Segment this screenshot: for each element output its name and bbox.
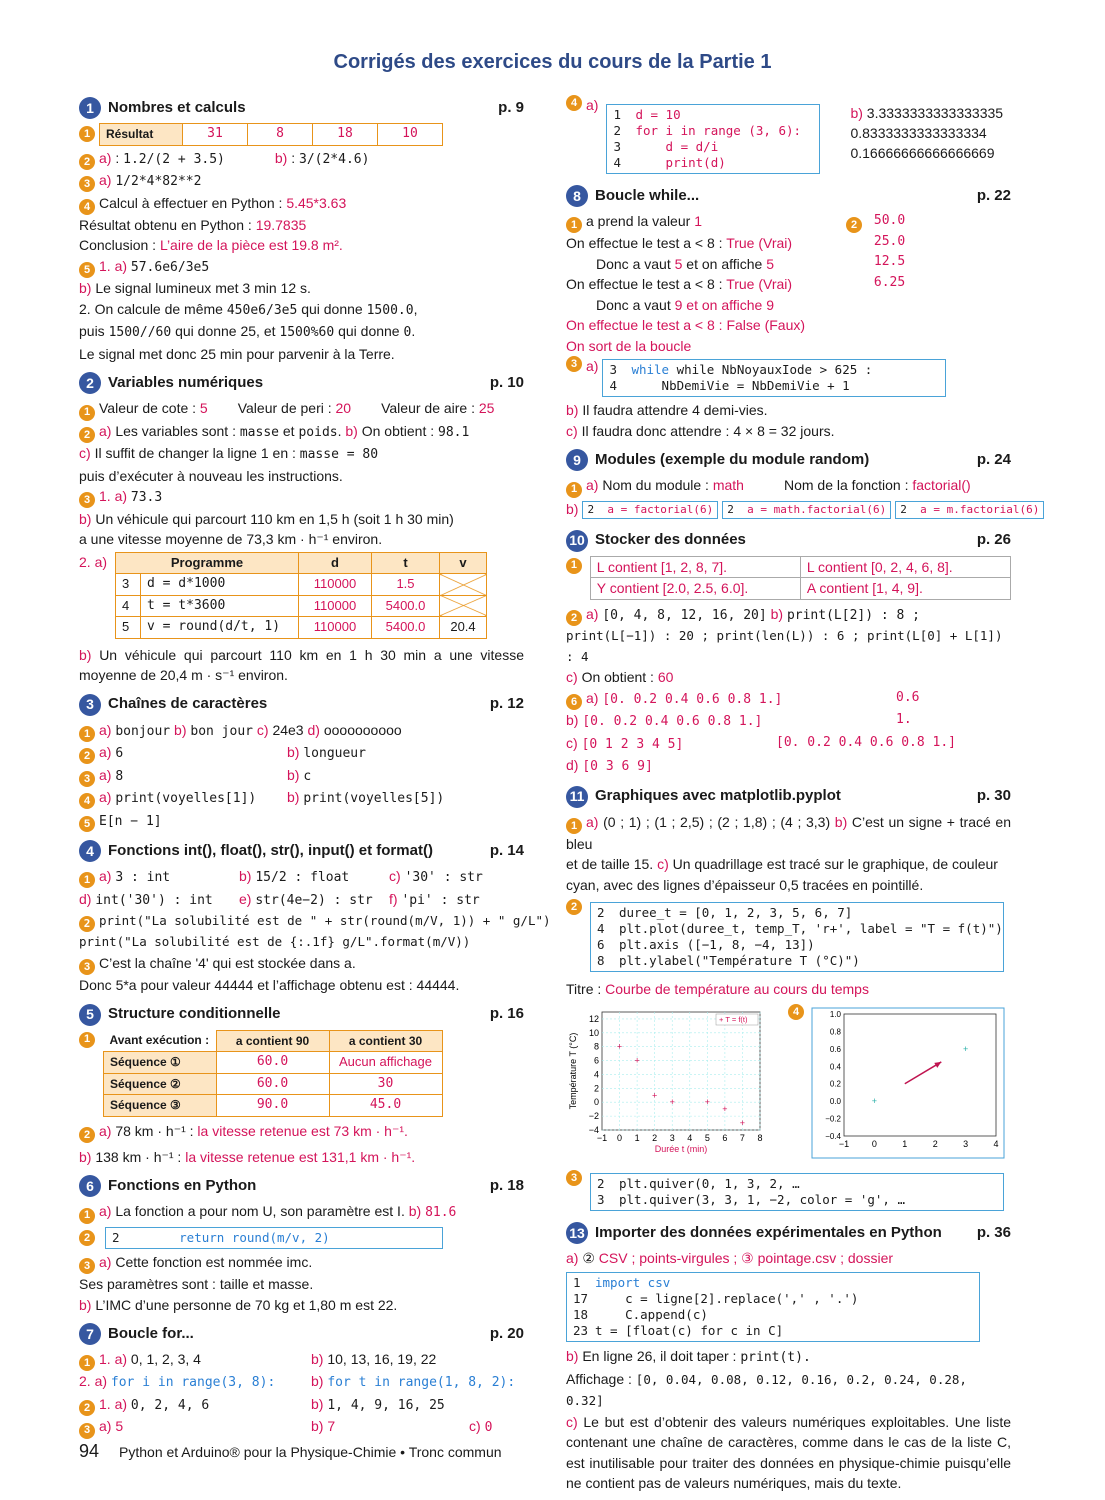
section-title: Structure conditionnelle xyxy=(108,1005,281,1023)
x-tick-label: 0 xyxy=(617,1132,623,1143)
s7-q4: 4 a) 1 d = 10 2 for i in range (3, 6): 3 d = d/i 4 print(d) b) 3.3333333333333335 0.8333333333333334 0.16666666666666669 xyxy=(566,95,1011,177)
section-title: Boucle while... xyxy=(595,186,700,204)
text-line: Donc 5*a pour valeur 44444 et l’affichage obtenu est : 44444. xyxy=(79,977,460,993)
section-badge: 9 xyxy=(566,449,588,471)
y-tick-label: 0.8 xyxy=(829,1027,841,1037)
plot-frame xyxy=(602,1012,760,1130)
code-block: 1 import csv 17 c = ligne[2].replace(',' , '.') 18 C.append(c) 23 t = [float(c) for c in C] xyxy=(566,1272,980,1342)
s1-q3: 3 a) 1/2*4*82**2 xyxy=(79,170,524,193)
text-line: c) Le but est d’obtenir des valeurs numériques exploitables. Une liste contenant une chaîne de caractères, comme dans le cas de la liste C, est inutilisable pour traiter des données en physique-chimie puisqu’elle ne contient pas de valeurs numériques, mais du texte. xyxy=(566,1413,1011,1492)
section-9-header xyxy=(566,447,1011,473)
section-badge: 5 xyxy=(79,1004,101,1026)
text-line: 3 a) 5 b) 7 c) 0 xyxy=(79,1416,524,1439)
x-tick-label: 4 xyxy=(687,1132,693,1143)
table-header: Programme xyxy=(116,552,299,574)
text-line: 1 a) Nom du module : math Nom de la fonction : factorial() xyxy=(566,475,1011,497)
y-tick-label: 2 xyxy=(593,1083,599,1094)
section-page-ref: p. 14 xyxy=(489,841,524,859)
section-1-header xyxy=(79,95,524,121)
section-badge: 8 xyxy=(566,185,588,207)
section-badge: 2 xyxy=(79,372,101,394)
text-line: Titre : Courbe de température au cours du temps xyxy=(566,981,869,998)
section-page-ref: p. 20 xyxy=(489,1324,524,1342)
text-line: Affichage : [0, 0.04, 0.08, 0.12, 0.16, 0.2, 0.24, 0.28, 0.32] xyxy=(566,1370,967,1409)
result-row: 1 Résultat 31 8 18 10 xyxy=(79,123,524,146)
section-11-header xyxy=(566,784,1011,810)
table-row: Séquence ② 60.0 30 xyxy=(104,1073,443,1095)
data-point: + xyxy=(669,1096,675,1107)
section-page-ref: p. 12 xyxy=(489,695,524,713)
quiver-chart xyxy=(808,1004,1008,1166)
section-title: Nombres et calculs xyxy=(108,98,246,116)
section-badge: 13 xyxy=(566,1222,588,1244)
table-cell: 10 xyxy=(378,124,443,146)
text-line: b) 2 a = factorial(6) 2 a = math.factorial(6) 2 a = m.factorial(6) xyxy=(566,498,1011,522)
table-label: Résultat xyxy=(100,124,183,146)
table-row: 3 d = d*1000 110000 1.5 xyxy=(116,574,487,596)
y-tick-label: −4 xyxy=(588,1124,599,1135)
text-line: 2 1. a) 0, 2, 4, 6 b) 1, 4, 9, 16, 25 xyxy=(79,1394,524,1417)
text-line: 3 a) 8 b) c xyxy=(79,765,524,788)
section-title: Modules (exemple du module random) xyxy=(595,451,870,468)
text-line: 5 E[n − 1] xyxy=(79,810,524,833)
data-point: + xyxy=(652,1090,658,1101)
code-block: 1 d = 10 2 for i in range (3, 6): 3 d = d/i 4 print(d) xyxy=(606,104,820,174)
section-title: Variables numériques xyxy=(108,374,264,391)
text-line: c) On obtient : 60 xyxy=(566,669,674,685)
section-page-ref: p. 16 xyxy=(489,1005,524,1023)
table-cell: 8 xyxy=(248,124,313,146)
text-line: b) Un véhicule qui parcourt 110 km en 1 h 30 min a une vitesse moyenne de 20,4 m · s⁻¹ environ. xyxy=(79,646,524,683)
footer-text: Python et Arduino® pour la Physique-Chimie • Tronc commun xyxy=(119,1444,502,1460)
y-tick-label: 4 xyxy=(593,1069,599,1080)
section-title: Boucle for... xyxy=(108,1324,194,1342)
section-8-header xyxy=(566,183,1011,209)
code-block: 2 duree_t = [0, 1, 2, 3, 5, 6, 7] 4 plt.plot(duree_t, temp_T, 'r+', label = "T = f(t)") 6 plt.axis ([−1, 8, −4, 13]) 8 plt.ylabel("Température T (°C)") xyxy=(590,902,1004,972)
text-line: 1 a prend la valeur 1 On effectue le test a < 8 : True (Vrai) Donc a vaut 5 et on affiche 5 On effectue le test a < 8 : True (Vrai) Donc a vaut 9 et on affiche 9 On effectue le test a < 8 : False (Faux) On sort de la boucle 2 50.0 25.0 12.5 6.25 xyxy=(566,213,906,354)
code-block: 2 return round(m/v, 2) xyxy=(105,1227,443,1249)
text-line: 2 a) Les variables sont : masse et poids. b) On obtient : 98.1 xyxy=(79,421,524,444)
text-line: b) L’IMC d’une personne de 70 kg et 1,80 m est 22. xyxy=(79,1296,398,1313)
data-point: + xyxy=(871,1095,878,1106)
code-block: 2 a = math.factorial(6) xyxy=(722,501,891,519)
y-tick-label: 1.0 xyxy=(829,1009,841,1019)
text-line: b) En ligne 26, il doit taper : print(t). xyxy=(566,1348,811,1366)
table-row: 4 t = t*3600 110000 5400.0 xyxy=(116,595,487,617)
code-block: 2 a = m.factorial(6) xyxy=(895,501,1044,519)
section-title: Fonctions en Python xyxy=(108,1177,257,1194)
section-title: Chaînes de caractères xyxy=(108,695,268,713)
y-tick-label: 0.4 xyxy=(829,1062,841,1072)
text-line: 3 1. a) 73.3 xyxy=(79,486,524,509)
text-line: 2 2 return round(m/v, 2) xyxy=(79,1224,524,1252)
text-line: 1 L contient [1, 2, 8, 7]. L contient [0, 2, 4, 6, 8]. Y contient [2.0, 2.5, 6.0]. A contient [1, 4, 9]. xyxy=(566,556,1011,600)
y-tick-label: 0 xyxy=(593,1096,599,1107)
text-line: print("La solubilité est de {:.1f} g/L".format(m/V)) xyxy=(79,934,471,950)
text-line: 1 a) (0 ; 1) ; (1 ; 2,5) ; (2 ; 1,8) ; (4 ; 3,3) b) C’est un signe + tracé en bleu xyxy=(566,813,1011,852)
section-title: Stocker des données xyxy=(595,531,746,549)
table-header: d xyxy=(299,552,372,574)
section-title: Graphiques avec matplotlib.pyplot xyxy=(595,787,841,805)
text-line: b) [0. 0.2 0.4 0.6 0.8 1.] 1. xyxy=(566,712,912,729)
text-line: 1 a) La fonction a pour nom U, son paramètre est I. b) 81.6 xyxy=(79,1201,524,1224)
text-line: b) Un véhicule qui parcourt 110 km en 1,5 h (soit 1 h 30 min) xyxy=(79,510,454,527)
section-3-header xyxy=(79,692,524,718)
text-line: cyan, avec des lignes d’épaisseur 0,5 tracées en pointillé. xyxy=(566,876,924,893)
text-line: b) Il faudra attendre 4 demi-vies. xyxy=(566,402,768,419)
text-line: c) [0 1 2 3 4 5] [0. 0.2 0.4 0.6 0.8 1.] xyxy=(566,734,957,752)
data-point: + xyxy=(634,1055,640,1066)
text-line: 1 Valeur de cote : 5 Valeur de peri : 20 Valeur de aire : 25 xyxy=(79,398,524,420)
text-line: 3 2 plt.quiver(0, 1, 3, 2, … 3 plt.quiver(3, 3, 1, −2, color = 'g', … xyxy=(566,1170,1011,1214)
text-line: 2 2 duree_t = [0, 1, 2, 3, 5, 6, 7] 4 plt.plot(duree_t, temp_T, 'r+', label = "T = f(t)") 6 plt.axis ([−1, 8, −4, 13]) 8 plt.ylabel("Température T (°C)") xyxy=(566,899,1011,975)
section-page-ref: p. 22 xyxy=(976,186,1011,204)
text-line: 3 a) 3 while while NbNoyauxIode > 625 : 4 NbDemiVie = NbDemiVie + 1 xyxy=(566,356,1011,400)
section-badge: 4 xyxy=(79,840,101,862)
section-10-header xyxy=(566,528,1011,554)
x-tick-label: 3 xyxy=(963,1138,969,1149)
section-title: Fonctions int(), float(), str(), input() et format() xyxy=(108,841,433,859)
section-6-header xyxy=(79,1173,524,1199)
text-line: 2. a) for i in range(3, 8): b) for t in range(1, 8, 2): xyxy=(79,1373,516,1391)
section-2-header xyxy=(79,370,524,396)
text-line: puis 1500//60 qui donne 25, et 1500%60 qui donne 0. xyxy=(79,323,416,341)
legend-label: + T = f(t) xyxy=(719,1014,748,1024)
y-tick-label: −0.2 xyxy=(825,1114,841,1124)
section-4-header xyxy=(79,838,524,864)
table-row: 5 v = round(d/t, 1) 110000 5400.0 20.4 xyxy=(116,617,487,639)
section-page-ref: p. 30 xyxy=(976,787,1011,805)
data-point: + xyxy=(722,1103,728,1114)
s1-q2: 2 a) : 1.2/(2 + 3.5) b) : 3/(2*4.6) xyxy=(79,148,524,171)
x-tick-label: 8 xyxy=(757,1132,763,1143)
section-page-ref: p. 18 xyxy=(489,1177,524,1194)
sequence-table-row: 1 Avant exécution : a contient 90 a contient 30 Séquence ① 60.0 Aucun affichage Séquence ② 60.0 30 Séquence ③ 90.0 45.0 xyxy=(79,1030,524,1117)
x-tick-label: 1 xyxy=(902,1138,908,1149)
text-line: 2 a) 6 b) longueur xyxy=(79,742,524,765)
x-tick-label: 5 xyxy=(704,1132,710,1143)
section-13-header xyxy=(566,1220,1011,1246)
x-tick-label: −1 xyxy=(838,1138,850,1149)
page-title: Corrigés des exercices du cours de la Partie 1 xyxy=(333,51,772,73)
s1-q4: 4 Calcul à effectuer en Python : 5.45*3.63 xyxy=(79,193,524,215)
text-line: Conclusion : L’aire de la pièce est 19.8 m². xyxy=(79,237,343,254)
section-page-ref: p. 36 xyxy=(976,1223,1011,1241)
text-line: 2. On calcule de même 450e6/3e5 qui donne 1500.0, xyxy=(79,300,418,318)
table-row: Séquence ③ 90.0 45.0 xyxy=(104,1095,443,1117)
data-point: + xyxy=(704,1096,710,1107)
text-line: 3 a) Cette fonction est nommée imc. xyxy=(79,1252,524,1274)
section-page-ref: p. 24 xyxy=(976,451,1011,468)
table-header: v xyxy=(440,552,487,574)
right-column xyxy=(566,95,1040,1494)
data-point: + xyxy=(616,1041,623,1052)
x-tick-label: 0 xyxy=(871,1138,877,1149)
sequence-table xyxy=(103,1030,443,1117)
text-line: 3 C’est la chaîne '4' qui est stockée dans a. xyxy=(79,953,524,975)
y-tick-label: −0.4 xyxy=(825,1131,841,1141)
text-line: a) ② CSV ; points-virgules ; ③ pointage.csv ; dossier xyxy=(566,1249,894,1266)
text-line: 2 a) [0, 4, 8, 12, 16, 20] b) print(L[2]) : 8 ; xyxy=(566,604,1011,627)
y-tick-label: 10 xyxy=(588,1027,599,1038)
page-number: 94 xyxy=(79,1441,100,1461)
charts-row: −1 0 1 2 3 4 5 6 7 8 12 10 8 6 4 2 0 −2 −4 + + + + + + + Durée t (min) Température T (°C) + T = f(t) 4 −1 0 1 2 3 4 1.0 0.8 0.6 0.4 0.2 0.0 −0.2 −0.4 + + xyxy=(566,1004,1011,1166)
footer xyxy=(79,1441,502,1463)
x-tick-label: 7 xyxy=(739,1132,745,1143)
y-tick-label: 0.6 xyxy=(829,1044,841,1054)
code-block: 2 a = factorial(6) xyxy=(582,501,718,519)
y-tick-label: 6 xyxy=(593,1055,599,1066)
text-line: a une vitesse moyenne de 73,3 km · h⁻¹ environ. xyxy=(79,531,383,547)
table-header: a contient 90 xyxy=(216,1030,329,1052)
data-point: + xyxy=(739,1117,746,1128)
section-badge: 1 xyxy=(79,97,101,119)
result-table xyxy=(99,123,443,146)
text-line: c) Il suffit de changer la ligne 1 en : masse = 80 xyxy=(79,445,379,462)
y-tick-label: 0.2 xyxy=(829,1079,841,1089)
text-line: print(L[−1]) : 20 ; print(len(L)) : 6 ; print(L[0] + L[1]) : 4 xyxy=(566,628,1003,664)
text-line: Résultat obtenu en Python : 19.7835 xyxy=(79,216,307,233)
text-line: b) Le signal lumineux met 3 min 12 s. xyxy=(79,280,311,297)
x-axis-label: Durée t (min) xyxy=(654,1143,708,1154)
text-line: c) Il faudra donc attendre : 4 × 8 = 32 jours. xyxy=(566,422,835,439)
code-block: 2 plt.quiver(0, 1, 3, 2, … 3 plt.quiver(3, 3, 1, −2, color = 'g', … xyxy=(590,1173,1004,1211)
program-table-row: 2. a) Programme d t v 3 d = d*1000 110000 1.5 4 t = t*3600 110000 5400.0 5 v = round(d/t, 1) 110000 5400.0 20.4 xyxy=(79,552,524,639)
section-badge: 3 xyxy=(79,694,101,716)
text-line: et de taille 15. c) Un quadrillage est tracé sur le graphique, de couleur xyxy=(566,856,998,873)
table-cell: 31 xyxy=(183,124,248,146)
y-axis-label: Température T (°C) xyxy=(568,1032,578,1110)
x-tick-label: 6 xyxy=(722,1132,728,1143)
y-tick-label: 12 xyxy=(588,1013,599,1024)
text-line: 1 1. a) 0, 1, 2, 3, 4 b) 10, 13, 16, 19, 22 xyxy=(79,1349,524,1371)
text-line: 6 a) [0. 0.2 0.4 0.6 0.8 1.] 0.6 xyxy=(566,688,1011,711)
program-table xyxy=(115,552,487,639)
y-tick-label: 0.0 xyxy=(829,1096,841,1106)
text-line: 4 a) print(voyelles[1]) b) print(voyelles[5]) xyxy=(79,787,524,810)
section-page-ref: p. 26 xyxy=(976,531,1011,549)
text-line: 2 print("La solubilité est de " + str(round(m/V, 1)) + " g/L") xyxy=(79,911,524,932)
text-line: d) int('30') : int e) str(4e−2) : str f) 'pi' : str xyxy=(79,890,480,908)
section-badge: 6 xyxy=(79,1175,101,1197)
y-tick-label: −2 xyxy=(588,1110,599,1121)
section-badge: 11 xyxy=(566,786,588,808)
section-page-ref: p. 9 xyxy=(498,98,524,116)
text-line: Ses paramètres sont : taille et masse. xyxy=(79,1276,314,1292)
table-header: Avant exécution : xyxy=(109,1033,210,1048)
text-line: puis d’exécuter à nouveau les instructions. xyxy=(79,467,343,484)
x-tick-label: 1 xyxy=(634,1132,640,1143)
text-line: b) 3.3333333333333335 0.8333333333333334 0.16666666666666669 xyxy=(850,105,1004,161)
text-line: d) [0 3 6 9] xyxy=(566,757,653,774)
code-block: 3 while while NbNoyauxIode > 625 : 4 NbDemiVie = NbDemiVie + 1 xyxy=(602,359,946,397)
left-column xyxy=(79,95,551,1439)
x-tick-label: −1 xyxy=(596,1132,608,1143)
text-line: 1 a) bonjour b) bon jour c) 24e3 d) oooooooooo xyxy=(79,720,524,743)
section-title: Importer des données expérimentales en Python xyxy=(595,1223,942,1241)
x-tick-label: 3 xyxy=(669,1132,675,1143)
table-cell: 18 xyxy=(313,124,378,146)
text-line: Le signal met donc 25 min pour parvenir à la Terre. xyxy=(79,345,395,362)
text-line: 5 1. a) 57.6e6/3e5 xyxy=(79,256,524,279)
table-header: a contient 30 xyxy=(329,1030,442,1052)
section-page-ref: p. 10 xyxy=(489,374,524,391)
table-row: Séquence ① 60.0 Aucun affichage xyxy=(104,1052,443,1074)
text-line: b) 138 km · h⁻¹ : la vitesse retenue est 131,1 km · h⁻¹. xyxy=(79,1148,416,1165)
data-point: + xyxy=(962,1043,969,1054)
x-tick-label: 2 xyxy=(652,1132,658,1143)
section-badge: 7 xyxy=(79,1323,101,1345)
text-line: 1 a) 3 : int b) 15/2 : float c) '30' : str xyxy=(79,866,524,889)
y-tick-label: 8 xyxy=(593,1041,599,1052)
x-tick-label: 4 xyxy=(993,1138,999,1149)
temperature-chart xyxy=(566,1004,766,1166)
x-tick-label: 2 xyxy=(932,1138,938,1149)
text-line: 2 a) 78 km · h⁻¹ : la vitesse retenue est 73 km · h⁻¹. xyxy=(79,1121,524,1143)
section-5-header xyxy=(79,1002,524,1028)
table-header: t xyxy=(372,552,440,574)
section-7-header xyxy=(79,1321,524,1347)
section-badge: 10 xyxy=(566,530,588,552)
list-table: L contient [1, 2, 8, 7]. L contient [0, 2, 4, 6, 8]. Y contient [2.0, 2.5, 6.0]. A contient [1, 4, 9]. xyxy=(590,556,1011,600)
